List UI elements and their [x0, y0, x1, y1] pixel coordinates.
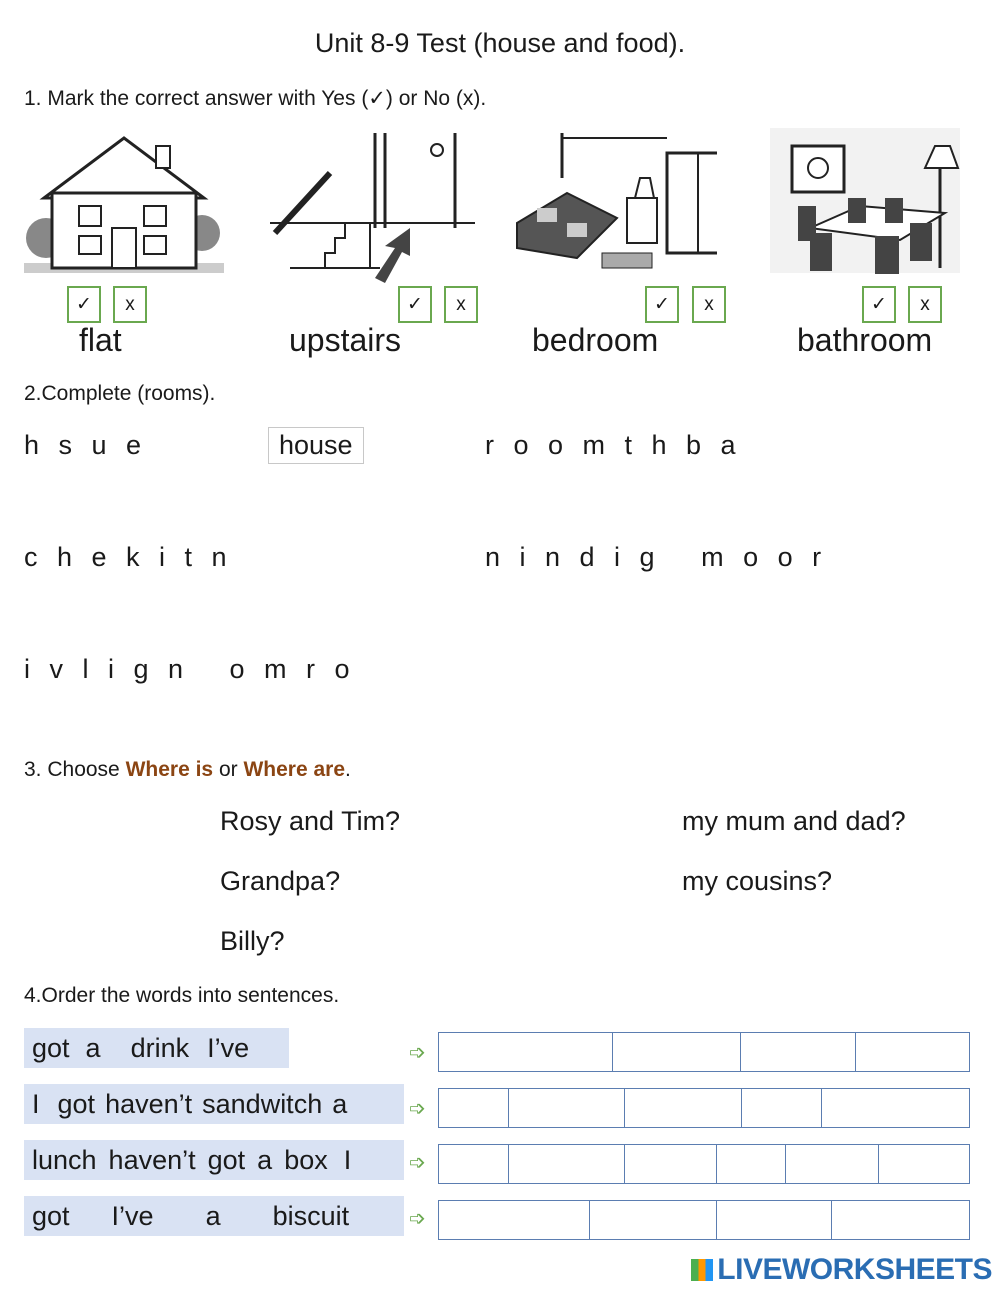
- sentence-cell[interactable]: [439, 1089, 509, 1127]
- word-bathroom: bathroom: [797, 322, 933, 358]
- scrambled-word-3: c h e k i t n: [24, 542, 233, 572]
- section2-instruction: 2.Complete (rooms).: [24, 382, 216, 405]
- page-title: Unit 8-9 Test (house and food).: [314, 28, 686, 58]
- word-strip-3: lunch haven’t got a box I: [24, 1140, 404, 1180]
- option-where-are: Where are: [243, 758, 345, 781]
- answer-input-1[interactable]: house: [268, 427, 364, 464]
- sentence-cell[interactable]: [879, 1145, 969, 1183]
- sentence-cell[interactable]: [625, 1089, 742, 1127]
- sentence-cell[interactable]: [856, 1033, 969, 1071]
- section3-instruction: 3. Choose Where is or Where are.: [24, 758, 351, 781]
- bathroom-no-checkbox[interactable]: x: [908, 286, 942, 323]
- sentence-cell[interactable]: [509, 1089, 625, 1127]
- question-grandpa: Grandpa?: [220, 866, 341, 896]
- sentence-cell[interactable]: [717, 1145, 786, 1183]
- question-billy: Billy?: [220, 926, 285, 956]
- sentence-cell[interactable]: [439, 1033, 613, 1071]
- section1-instruction: 1. Mark the correct answer with Yes (✓) or No (x).: [24, 87, 487, 110]
- upstairs-yes-checkbox[interactable]: ✓: [398, 286, 432, 323]
- word-bedroom: bedroom: [532, 322, 659, 358]
- arrow-icon: ➩: [409, 1152, 426, 1174]
- scrambled-word-4: n i n d i g m o o r: [485, 542, 828, 572]
- sentence-cell[interactable]: [742, 1089, 822, 1127]
- sentence-cell[interactable]: [822, 1089, 969, 1127]
- stairs-picture: [270, 128, 480, 288]
- question-mum-and-dad: my mum and dad?: [682, 806, 906, 836]
- word-upstairs: upstairs: [289, 322, 402, 358]
- dining-table-picture: [770, 128, 980, 288]
- sentence-cell[interactable]: [741, 1033, 856, 1071]
- sentence-cell[interactable]: [625, 1145, 717, 1183]
- section4-instruction: 4.Order the words into sentences.: [24, 984, 340, 1007]
- sentence-cell[interactable]: [439, 1145, 509, 1183]
- sentence-cell[interactable]: [613, 1033, 741, 1071]
- question-cousins: my cousins?: [682, 866, 833, 896]
- arrow-icon: ➩: [409, 1098, 426, 1120]
- sentence-row-1: [438, 1032, 970, 1072]
- upstairs-no-checkbox[interactable]: x: [444, 286, 478, 323]
- sentence-cell[interactable]: [439, 1201, 590, 1239]
- arrow-icon: ➩: [409, 1208, 426, 1230]
- bed-picture: [507, 128, 717, 288]
- word-strip-2: I got haven’t sandwitch a: [24, 1084, 404, 1124]
- scrambled-word-1: h s u e: [24, 430, 148, 460]
- sentence-cell[interactable]: [832, 1201, 969, 1239]
- flat-no-checkbox[interactable]: x: [113, 286, 147, 323]
- scrambled-word-5: i v l i g n o m r o: [24, 654, 356, 684]
- liveworksheets-logo: LIVEWORKSHEETS: [691, 1253, 992, 1287]
- sentence-cell[interactable]: [509, 1145, 625, 1183]
- flat-yes-checkbox[interactable]: ✓: [67, 286, 101, 323]
- bathroom-yes-checkbox[interactable]: ✓: [862, 286, 896, 323]
- word-strip-4: got I’ve a biscuit: [24, 1196, 404, 1236]
- arrow-icon: ➩: [409, 1042, 426, 1064]
- bedroom-no-checkbox[interactable]: x: [692, 286, 726, 323]
- word-flat: flat: [79, 322, 122, 358]
- bedroom-yes-checkbox[interactable]: ✓: [645, 286, 679, 323]
- sentence-cell[interactable]: [717, 1201, 832, 1239]
- scrambled-word-2: r o o m t h b a: [485, 430, 742, 460]
- sentence-cell[interactable]: [786, 1145, 879, 1183]
- word-strip-1: got a drink I’ve: [24, 1028, 289, 1068]
- house-picture: [24, 128, 234, 288]
- question-rosy-and-tim: Rosy and Tim?: [220, 806, 401, 836]
- sentence-row-2: [438, 1088, 970, 1128]
- sentence-row-4: [438, 1200, 970, 1240]
- sentence-cell[interactable]: [590, 1201, 717, 1239]
- sentence-row-3: [438, 1144, 970, 1184]
- option-where-is: Where is: [125, 758, 214, 781]
- logo-icon: [691, 1259, 713, 1281]
